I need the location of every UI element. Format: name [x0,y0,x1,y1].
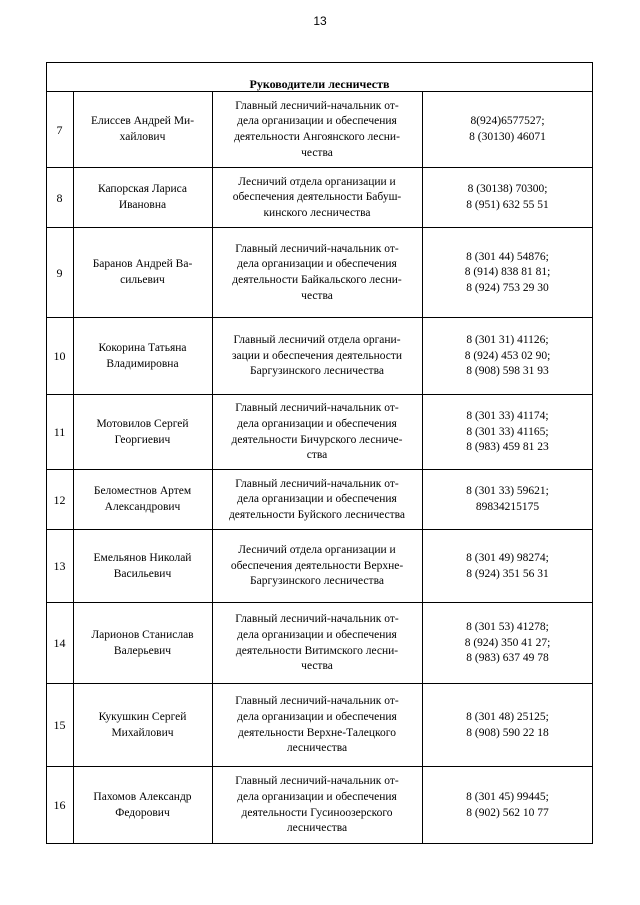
cell-phones [422,470,593,530]
position-line: зации и обеспечения деятельности [231,349,403,362]
cell-name [73,395,212,470]
row-number: 13 [53,559,66,574]
cell-num [46,603,73,684]
name-line: Михайлович [111,726,174,739]
phones-line: 8 (914) 838 81 81; [464,266,551,279]
cell-num [46,318,73,395]
cell-position-text [229,477,405,524]
cell-name-text [93,257,193,288]
cell-name [73,767,212,844]
name-line: Капорская Лариса [97,183,188,196]
cell-phones-text [469,114,546,145]
cell-position [212,470,422,530]
page-number: 13 [313,14,327,28]
name-line: хайлович [119,131,166,143]
cell-name-text [91,114,194,145]
name-line: Кокорина Татьяна [98,341,187,354]
position-line: дела организации и обеспечения [237,628,397,641]
position-line: дела организации и обеспечения [237,417,397,430]
phones-line: 8 (983) 459 81 23 [466,441,549,454]
phones-line: 8 (924) 753 29 30 [466,281,549,294]
name-line: Васильевич [113,567,172,580]
name-line: Мотовилов Сергей [96,417,189,430]
cell-name-text [99,710,187,741]
name-line: сильевич [120,274,165,286]
position-line: чества [301,289,333,302]
cell-name-text [93,790,191,821]
position-line: дела организации и обеспечения [237,115,397,128]
row-number: 7 [56,122,63,137]
cell-name [73,530,212,603]
phones-line: 8 (301 53) 41278; [466,621,549,634]
phones-line: 8 (301 48) 25125; [466,710,549,723]
cell-name-text [96,417,188,448]
cell-name [73,470,212,530]
cell-num-text [54,558,66,574]
position-line: Главный лесничий-начальник от- [235,402,399,415]
cell-name-text [98,182,187,213]
position-line: дела организации и обеспечения [237,710,397,723]
cell-position-text [235,694,398,756]
cell-phones [422,603,593,684]
name-line: Ивановна [118,199,167,211]
cell-phones-text [465,333,551,380]
phones-line: 8 (902) 562 10 77 [466,806,549,819]
cell-name [73,684,212,767]
phones-line: 8 (301 49) 98274; [466,551,549,564]
phones-line: 8 (983) 637 49 78 [466,652,549,665]
cell-phones-text [466,484,549,515]
position-line: чества [301,660,333,673]
name-line: Александрович [104,501,181,513]
position-line: Главный лесничий-начальник от- [235,477,399,490]
cell-position [212,767,422,844]
cell-name [73,318,212,395]
cell-phones-text [466,182,548,213]
cell-num [46,228,73,318]
position-line: Лесничий отдела организации и [238,175,396,188]
position-line: дела организации и обеспечения [237,790,397,803]
position-line: Главный лесничий отдела органи- [233,334,401,347]
position-line: обеспечения деятельности Верхне- [230,559,404,572]
row-number: 11 [53,425,66,440]
phones-line: 8 (924) 351 56 31 [466,567,549,580]
phones-line: 8 (301 45) 99445; [466,790,549,803]
cell-name-text [94,551,192,582]
cell-position [212,603,422,684]
phones-line: 8(924)6577527; [470,115,545,128]
cell-num-text [54,492,66,508]
name-line: Владимировна [106,357,179,370]
cell-phones [422,395,593,470]
name-line: Беломестнов Артем [93,485,192,498]
position-line: ства [306,449,328,462]
cell-position-text [235,612,398,674]
cell-position [212,530,422,603]
cell-num [46,530,73,603]
phones-line: 8 (924) 453 02 90; [464,349,551,362]
cell-phones-text [466,710,549,741]
cell-phones [422,318,593,395]
phones-line: 8 (301 44) 54876; [466,250,549,263]
row-number: 15 [53,718,66,733]
cell-phones [422,767,593,844]
cell-name [73,168,212,228]
cell-num [46,92,73,168]
position-line: кинского лесничества [263,206,371,219]
position-line: Баргузинского лесничества [250,575,384,588]
row-number: 8 [56,190,63,205]
cell-position [212,684,422,767]
position-line: Лесничий отдела организации и [238,544,396,557]
position-line: деятельности Бичурского лесниче- [231,433,403,446]
cell-phones-text [466,790,549,821]
name-line: Кукушкин Сергей [98,710,187,723]
name-line: Елиссев Андрей Ми- [90,115,195,128]
row-number: 14 [53,636,66,651]
position-line: Главный лесничий-начальник от- [235,775,399,788]
cell-position-text [232,401,403,463]
position-line: Главный лесничий-начальник от- [235,695,399,708]
phones-line: 8 (951) 632 55 51 [466,199,549,211]
phones-line: 8 (301 33) 59621; [466,485,549,498]
row-number: 9 [56,265,63,280]
position-line: Главный лесничий-начальник от- [235,613,399,626]
cell-position [212,395,422,470]
cell-phones [422,684,593,767]
cell-phones [422,92,593,168]
name-line: Пахомов Александр [93,790,192,803]
cell-name-text [98,341,186,372]
phones-line: 8 (30130) 46071 [469,131,546,143]
phones-line: 89834215175 [475,501,540,513]
cell-num-text [57,265,63,281]
cell-num-text [57,190,63,206]
name-line: Емельянов Николай [93,551,192,564]
cell-phones-text [465,620,551,667]
cell-name [73,92,212,168]
cell-num [46,767,73,844]
name-line: Федорович [115,806,170,819]
cell-position-text [232,242,401,304]
phones-line: 8 (908) 598 31 93 [466,365,549,378]
position-line: деятельности Ангоянского лесни- [234,131,400,143]
position-line: чества [301,146,333,159]
cell-phones-text [466,551,549,582]
cell-position-text [234,99,400,161]
cell-position-text [235,774,398,836]
position-line: лесничества [286,742,348,755]
name-line: Георгиевич [114,433,171,446]
phones-line: 8 (908) 590 22 18 [466,726,549,739]
position-line: деятельности Верхне-Талецкого [238,726,396,739]
position-line: лесничества [286,822,348,835]
cell-phones [422,530,593,603]
phones-line: 8 (301 31) 41126; [466,334,549,347]
cell-num [46,395,73,470]
cell-num [46,470,73,530]
cell-name [73,228,212,318]
cell-name [73,603,212,684]
position-line: дела организации и обеспечения [237,258,397,271]
row-number: 10 [53,349,66,364]
cell-phones [422,228,593,318]
cell-num [46,684,73,767]
cell-num [46,168,73,228]
position-line: Главный лесничий-начальник от- [235,99,399,112]
phones-line: 8 (301 33) 41174; [466,410,549,423]
cell-num-text [54,717,66,733]
position-line: дела организации и обеспечения [237,493,397,506]
cell-phones-text [465,250,551,297]
cell-name-text [91,628,193,659]
section-title: Руководители лесничеств [249,77,390,91]
cell-position [212,168,422,228]
cell-position [212,228,422,318]
phones-line: 8 (301 33) 41165; [466,425,549,438]
position-line: Главный лесничий-начальник от- [235,242,399,255]
position-line: деятельности Гусиноозерского [241,806,393,819]
cell-name-text [94,484,191,515]
name-line: Ларионов Станислав [91,628,194,641]
cell-num-text [54,635,66,651]
cell-phones-text [466,409,548,456]
cell-position [212,318,422,395]
position-line: обеспечения деятельности Бабуш- [232,191,402,204]
position-line: деятельности Байкальского лесни- [232,274,402,286]
cell-position [212,92,422,168]
name-line: Баранов Андрей Ва- [92,258,193,271]
cell-position-text [233,175,402,222]
cell-position-text [231,543,403,590]
cell-phones [422,168,593,228]
row-number: 16 [53,798,66,813]
position-line: деятельности Витимского лесни- [235,644,399,657]
row-number: 12 [53,492,66,507]
cell-num-text [54,797,66,813]
cell-num-text [57,122,63,138]
cell-num-text [54,348,66,364]
phones-line: 8 (30138) 70300; [467,183,548,196]
phones-line: 8 (924) 350 41 27; [464,636,551,649]
position-line: Баргузинского лесничества [250,365,384,378]
cell-position-text [232,333,402,380]
name-line: Валерьевич [113,644,172,657]
position-line: деятельности Буйского лесничества [228,508,406,521]
cell-num-text [54,424,66,440]
